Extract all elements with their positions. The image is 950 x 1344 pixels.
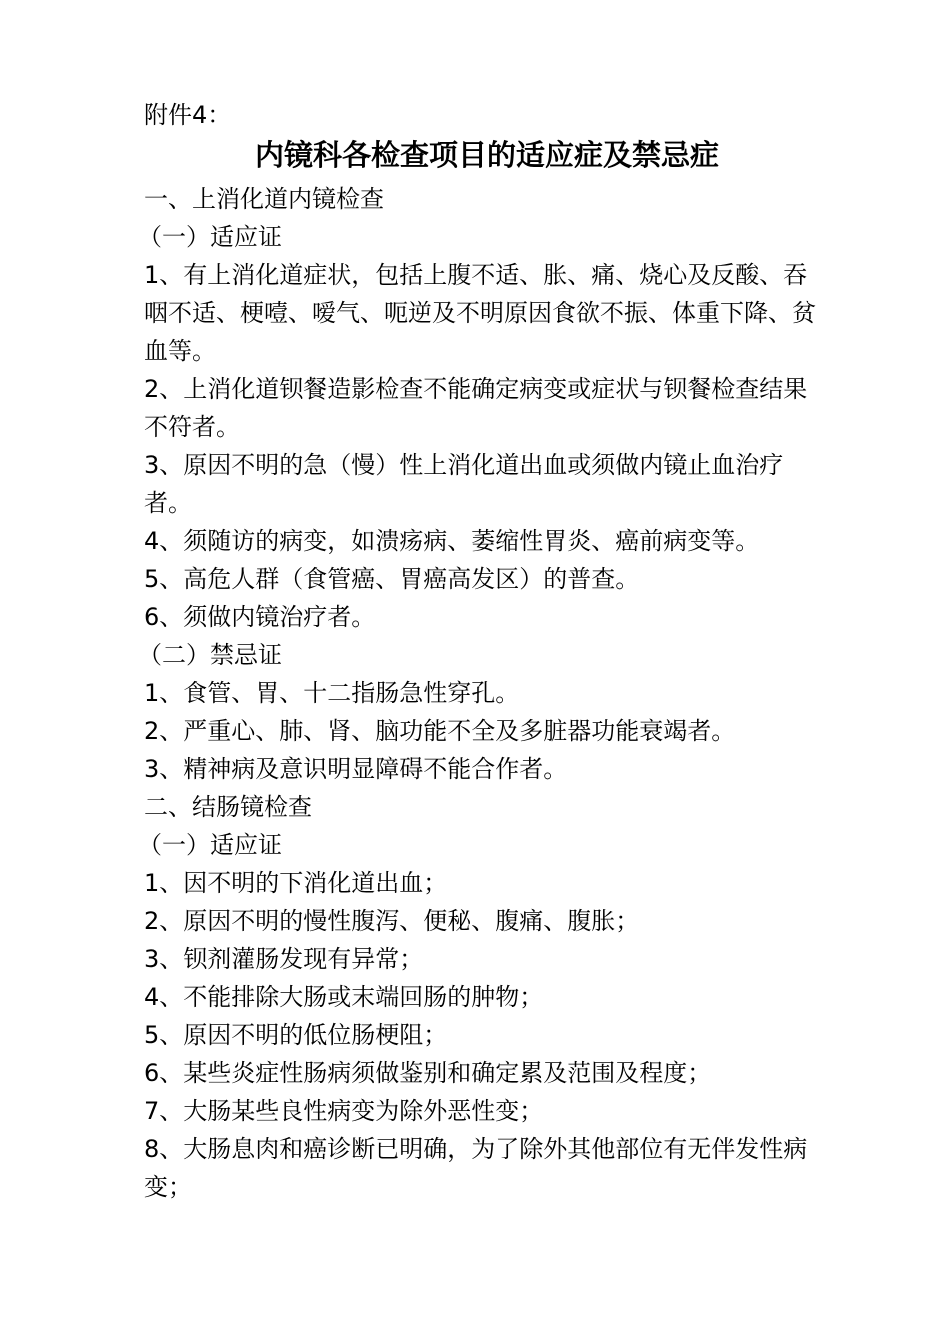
list-item: 1、有上消化道症状，包括上腹不适、胀、痛、烧心及反酸、吞咽不适、梗噎、嗳气、呃逆及不明原因食欲不振、体重下降、贫血等。 [144, 261, 816, 365]
section-heading: 二、结肠镜检查 [144, 793, 312, 821]
list-item: 6、某些炎症性肠病须做鉴别和确定累及范围及程度； [144, 1059, 712, 1087]
list-item: 8、大肠息肉和癌诊断已明确，为了除外其他部位有无伴发性病变； [144, 1135, 808, 1201]
document-title: 内镜科各检查项目的适应症及禁忌症 [254, 138, 719, 172]
subsection-heading: （一）适应证 [138, 223, 282, 251]
list-item: 5、高危人群（食管癌、胃癌高发区）的普查。 [144, 565, 640, 593]
subsection-heading: （二）禁忌证 [138, 641, 282, 669]
list-item: 3、精神病及意识明显障碍不能合作者。 [144, 755, 568, 783]
list-item: 3、钡剂灌肠发现有异常； [144, 945, 424, 973]
list-item: 1、食管、胃、十二指肠急性穿孔。 [144, 679, 520, 707]
subsection-heading: （一）适应证 [138, 831, 282, 859]
list-item: 2、严重心、肺、肾、脑功能不全及多脏器功能衰竭者。 [144, 717, 736, 745]
list-item: 3、原因不明的急（慢）性上消化道出血或须做内镜止血治疗者。 [144, 451, 784, 517]
list-item: 2、原因不明的慢性腹泻、便秘、腹痛、腹胀； [144, 907, 640, 935]
list-item: 2、上消化道钡餐造影检查不能确定病变或症状与钡餐检查结果不符者。 [144, 375, 808, 441]
document-content [138, 96, 824, 1206]
list-item: 1、因不明的下消化道出血； [144, 869, 448, 897]
list-item: 4、须随访的病变，如溃疡病、萎缩性胃炎、癌前病变等。 [144, 527, 760, 555]
section-heading: 一、上消化道内镜检查 [144, 185, 384, 213]
list-item: 4、不能排除大肠或末端回肠的肿物； [144, 983, 544, 1011]
list-item: 6、须做内镜治疗者。 [144, 603, 376, 631]
list-item: 7、大肠某些良性病变为除外恶性变； [144, 1097, 544, 1125]
list-item: 5、原因不明的低位肠梗阻； [144, 1021, 448, 1049]
attachment-label: 附件4： [144, 101, 232, 129]
